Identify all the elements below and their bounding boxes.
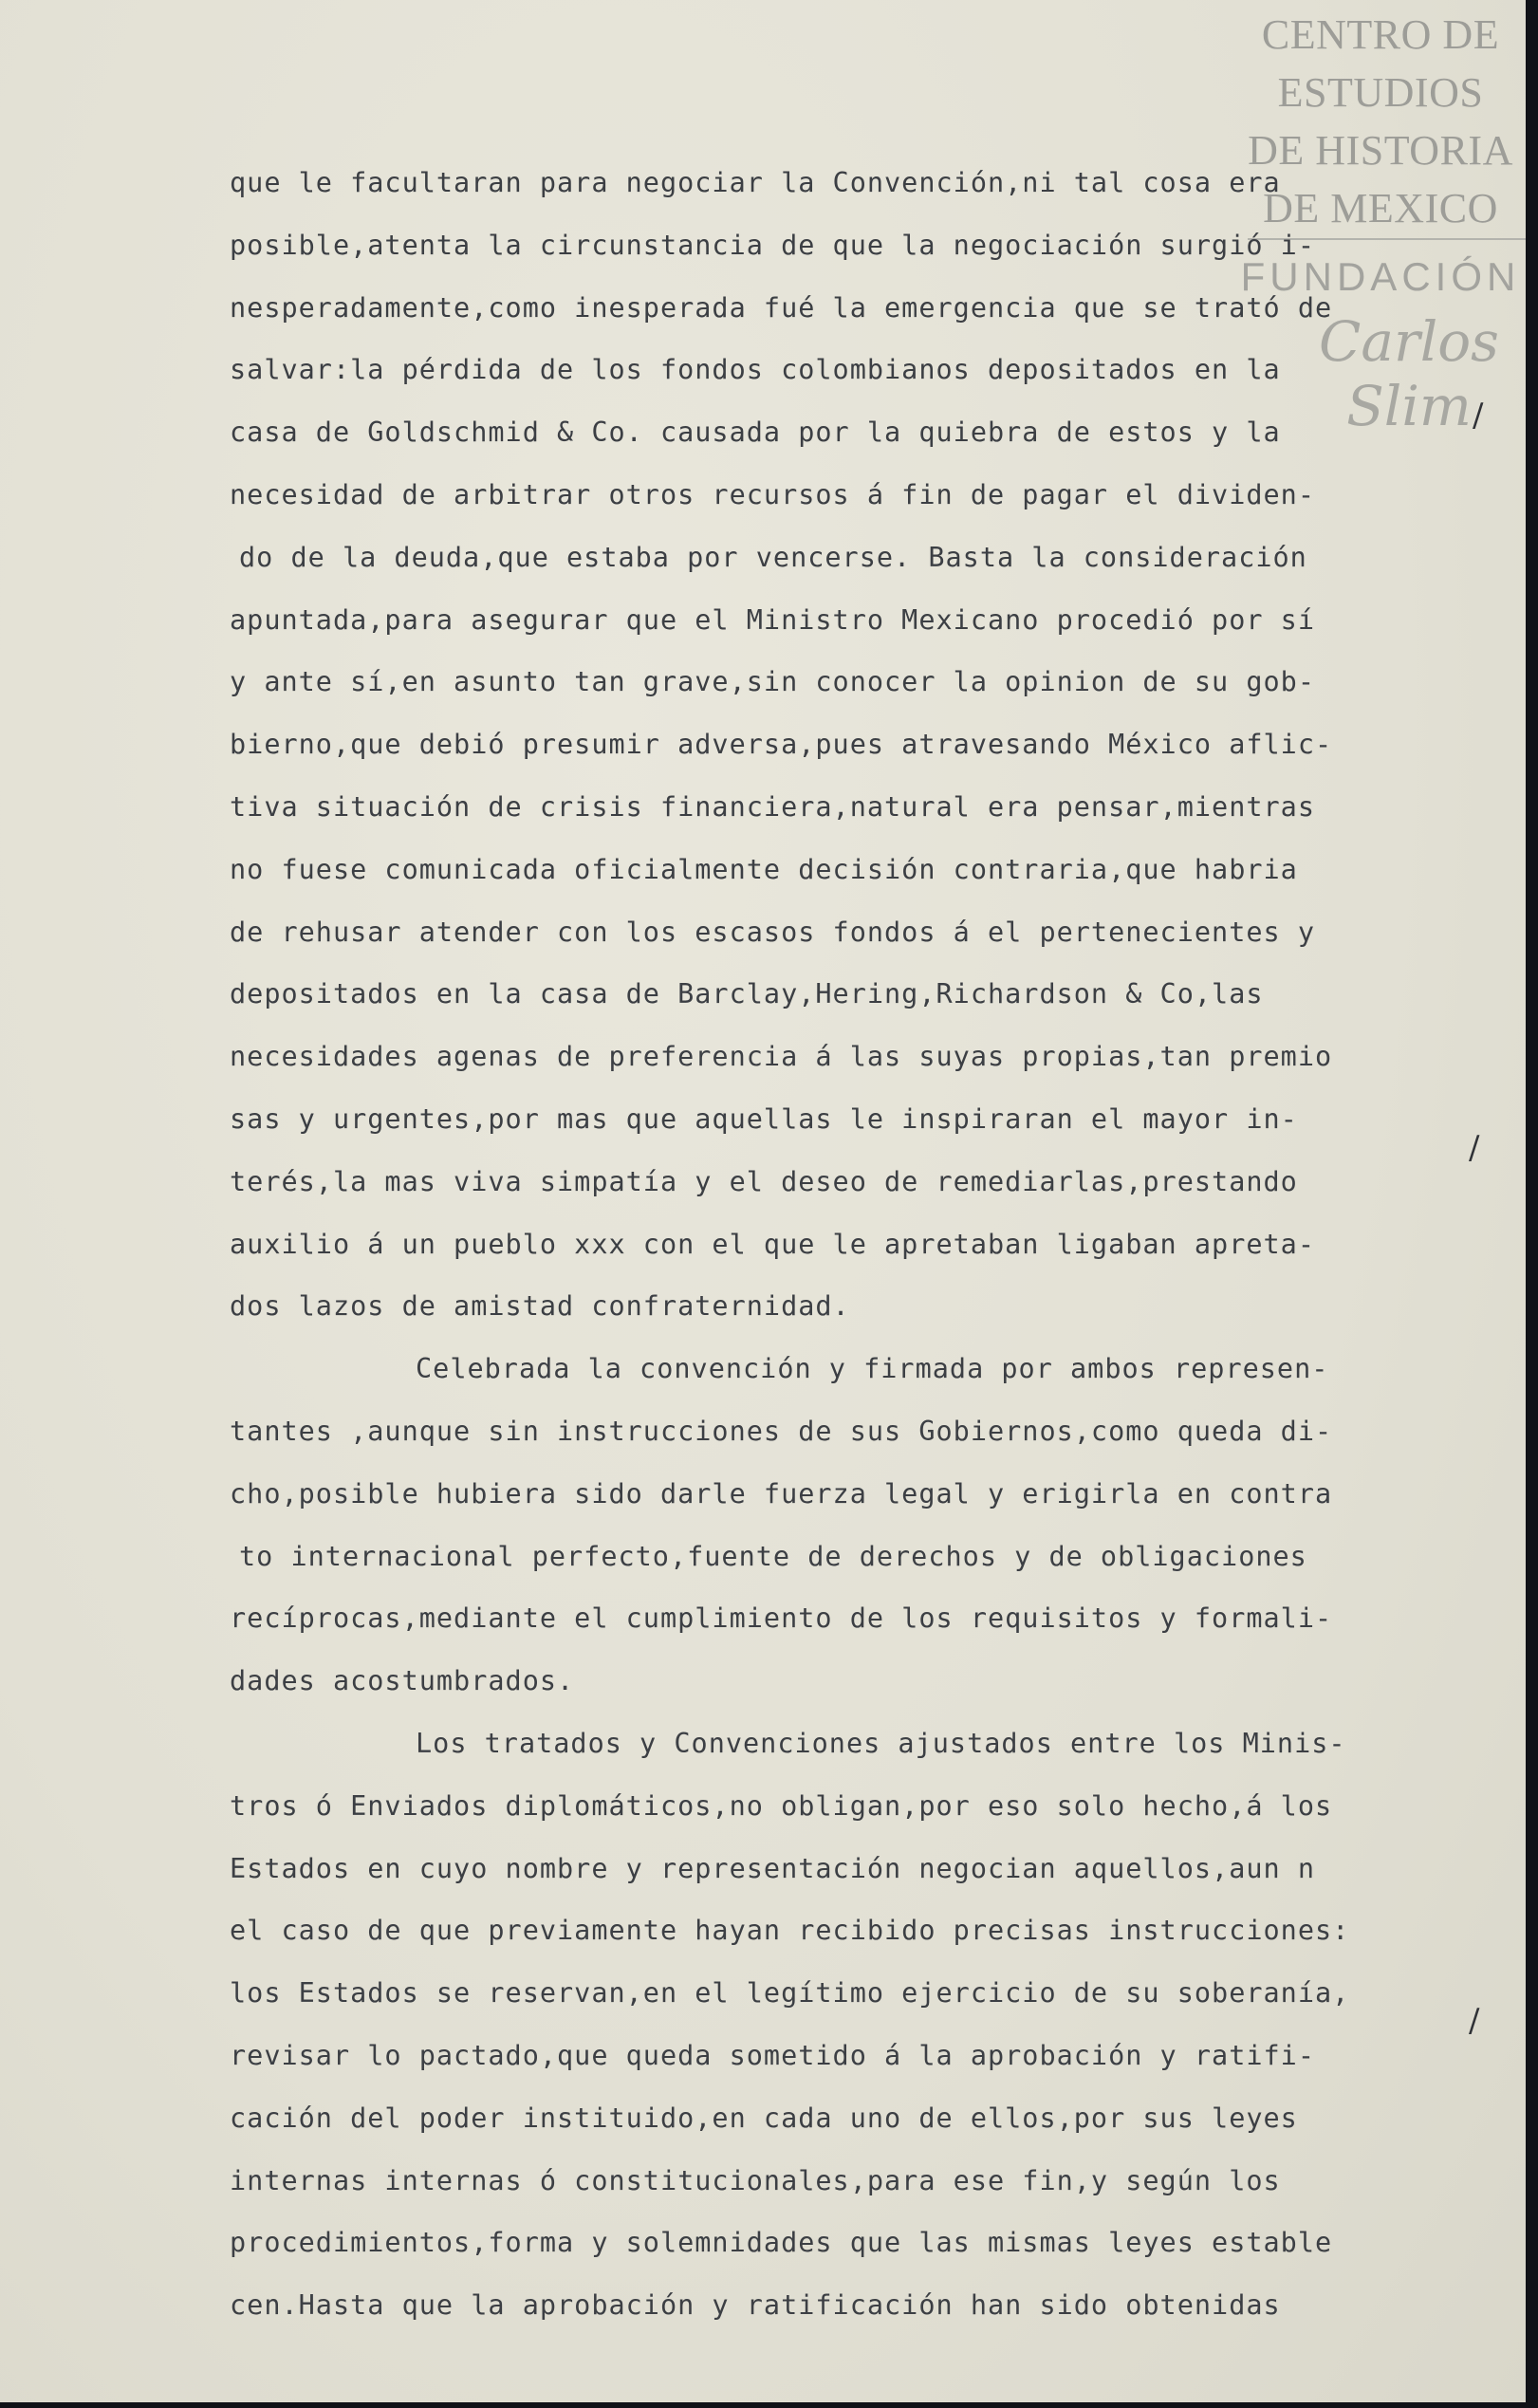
- text-line: y ante sí,en asunto tan grave,sin conocer la opinion de su gob-: [230, 666, 1315, 698]
- text-line: depositados en la casa de Barclay,Hering,Richardson & Co,las: [230, 978, 1264, 1010]
- text-line: revisar lo pactado,que queda sometido á la aprobación y ratifi-: [230, 2039, 1315, 2071]
- text-line: do de la deuda,que estaba por vencerse. Basta la consideración: [239, 541, 1307, 573]
- text-line: to internacional perfecto,fuente de derechos y de obligaciones: [239, 1540, 1307, 1572]
- margin-mark: /: [1473, 397, 1484, 435]
- text-line: necesidad de arbitrar otros recursos á fin de pagar el dividen-: [230, 478, 1315, 510]
- text-line: dos lazos de amistad confraternidad.: [230, 1290, 850, 1323]
- text-line: tros ó Enviados diplomáticos,no obligan,por eso solo hecho,á los: [230, 1789, 1333, 1822]
- scan-border-right: [1526, 0, 1538, 2408]
- text-line: de rehusar atender con los escasos fondos á el pertenecientes y: [230, 916, 1315, 948]
- text-line: el caso de que previamente hayan recibido precisas instrucciones:: [230, 1915, 1350, 1947]
- text-line: cen.Hasta que la aprobación y ratificación han sido obtenidas: [230, 2289, 1281, 2322]
- text-line: auxilio á un pueblo xxx con el que le apretaban ligaban apreta-: [230, 1228, 1315, 1260]
- text-line: internas internas ó constitucionales,para ese fin,y según los: [230, 2164, 1281, 2196]
- text-line: Estados en cuyo nombre y representación negocian aquellos,aun n: [230, 1852, 1315, 1884]
- margin-mark: /: [1469, 1129, 1480, 1167]
- text-line: cho,posible hubiera sido darle fuerza legal y erigirla en contra: [230, 1477, 1333, 1510]
- text-line: tiva situación de crisis financiera,natural era pensar,mientras: [230, 790, 1315, 823]
- text-line: salvar:la pérdida de los fondos colombianos depositados en la: [230, 354, 1281, 386]
- text-line: Los tratados y Convenciones ajustados entre los Minis-: [416, 1727, 1346, 1759]
- text-line: tantes ,aunque sin instrucciones de sus Gobiernos,como queda di-: [230, 1415, 1333, 1447]
- text-line: procedimientos,forma y solemnidades que las mismas leyes estable: [230, 2227, 1333, 2259]
- text-line: posible,atenta la circunstancia de que la negociación surgió i-: [230, 229, 1315, 261]
- margin-mark: /: [1469, 2002, 1480, 2040]
- watermark-foundation: FUNDACIÓN: [1240, 254, 1521, 299]
- text-line: necesidades agenas de preferencia á las suyas propias,tan premio: [230, 1041, 1333, 1073]
- text-line: bierno,que debió presumir adversa,pues atravesando México aflic-: [230, 729, 1333, 761]
- text-line: que le facultaran para negociar la Convención,ni tal cosa era: [230, 167, 1281, 198]
- text-line: dades acostumbrados.: [230, 1665, 575, 1697]
- text-line: apuntada,para asegurar que el Ministro Mexicano procedió por sí: [230, 603, 1315, 636]
- scan-border-bottom: [0, 2402, 1538, 2408]
- watermark-signature: Carlos Slim: [1319, 309, 1499, 438]
- text-line: sas y urgentes,por mas que aquellas le inspiraran el mayor in-: [230, 1102, 1298, 1135]
- text-line: no fuese comunicada oficialmente decisión contraria,que habria: [230, 853, 1298, 885]
- text-line: los Estados se reservan,en el legítimo ejercicio de su soberanía,: [230, 1977, 1350, 2010]
- text-line: casa de Goldschmid & Co. causada por la quiebra de estos y la: [230, 417, 1281, 449]
- text-line: recíprocas,mediante el cumplimiento de los requisitos y formali-: [230, 1602, 1333, 1635]
- typed-text-body: [230, 152, 1425, 2337]
- text-line: Celebrada la convención y firmada por ambos represen-: [416, 1353, 1329, 1385]
- text-line: nesperadamente,como inesperada fué la emergencia que se trató de: [230, 291, 1333, 324]
- watermark-line: DE MEXICO: [1263, 185, 1498, 232]
- watermark-line: CENTRO DE: [1261, 11, 1500, 58]
- text-line: terés,la mas viva simpatía y el deseo de remediarlas,prestando: [230, 1165, 1298, 1197]
- watermark-line: DE HISTORIA: [1248, 127, 1513, 174]
- text-line: cación del poder instituido,en cada uno de ellos,por sus leyes: [230, 2102, 1298, 2134]
- watermark-line: ESTUDIOS: [1277, 69, 1484, 116]
